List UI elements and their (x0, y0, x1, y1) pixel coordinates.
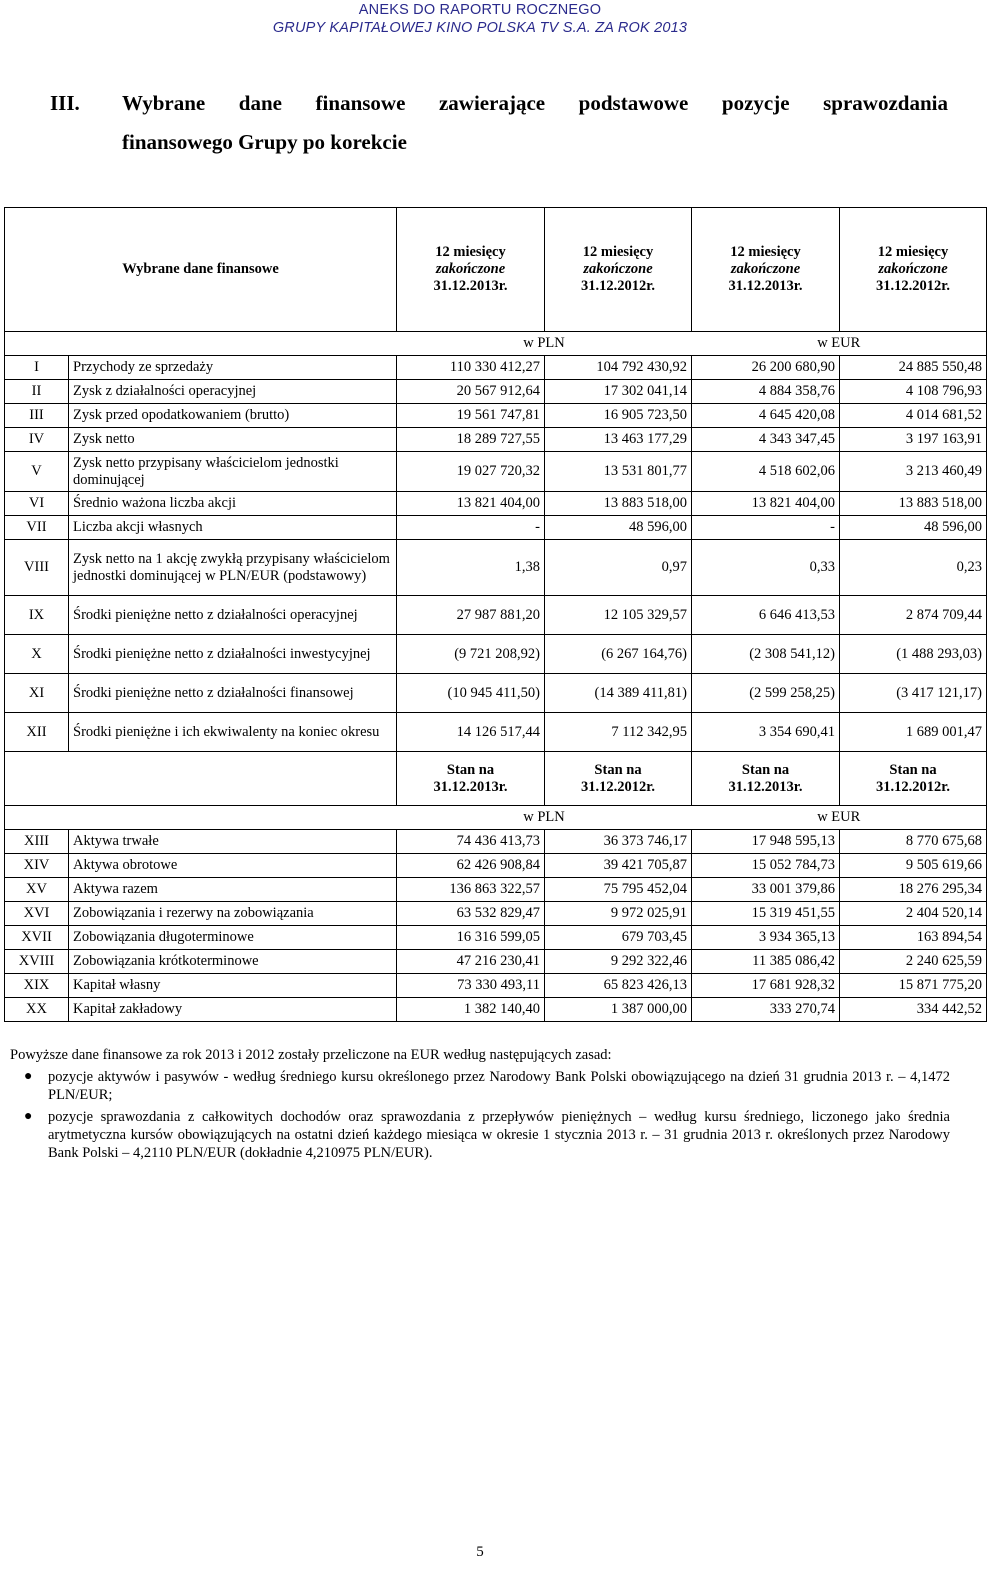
row-label: Zobowiązania długoterminowe (69, 926, 397, 950)
page-number: 5 (476, 1544, 484, 1560)
row-label: Kapitał własny (69, 974, 397, 998)
value-cell: 104 792 430,92 (545, 356, 692, 380)
table-row (5, 596, 987, 635)
period-header (545, 208, 692, 332)
table-row (5, 356, 987, 380)
notes-intro: Powyższe dane finansowe za rok 2013 i 2012 zostały przeliczone na EUR według następujących zasad: (10, 1047, 612, 1063)
value-cell: (9 721 208,92) (397, 635, 545, 674)
value-cell: 8 770 675,68 (840, 830, 987, 854)
table-row (5, 492, 987, 516)
value-cell: 3 197 163,91 (840, 428, 987, 452)
value-cell: 0,23 (840, 540, 987, 596)
value-cell: 163 894,54 (840, 926, 987, 950)
period-header-l2: zakończone (583, 261, 653, 277)
table-row (5, 878, 987, 902)
value-cell: 33 001 379,86 (692, 878, 840, 902)
row-label: Środki pieniężne netto z działalności inwestycyjnej (69, 635, 397, 674)
conversion-notes (10, 1046, 950, 1166)
value-cell: 9 972 025,91 (545, 902, 692, 926)
value-cell: (3 417 121,17) (840, 674, 987, 713)
value-cell: 1 382 140,40 (397, 998, 545, 1022)
financial-data-table (4, 207, 987, 1022)
note-item (10, 1108, 950, 1162)
value-cell: (2 599 258,25) (692, 674, 840, 713)
value-cell: (2 308 541,12) (692, 635, 840, 674)
value-cell: 16 316 599,05 (397, 926, 545, 950)
value-cell: 333 270,74 (692, 998, 840, 1022)
value-cell: 3 934 365,13 (692, 926, 840, 950)
row-label: Aktywa razem (69, 878, 397, 902)
period-header (840, 208, 987, 332)
value-cell: 4 645 420,08 (692, 404, 840, 428)
value-cell: 13 883 518,00 (840, 492, 987, 516)
table-row (5, 516, 987, 540)
value-cell: 17 302 041,14 (545, 380, 692, 404)
table-row (5, 998, 987, 1022)
value-cell: 63 532 829,47 (397, 902, 545, 926)
balance-date-l2: 31.12.2012r. (876, 778, 950, 795)
unit-eur: w EUR (692, 332, 987, 356)
value-cell: 2 404 520,14 (840, 902, 987, 926)
table-row (5, 540, 987, 596)
value-cell: 136 863 322,57 (397, 878, 545, 902)
row-number: I (5, 356, 69, 380)
row-label: Zysk netto (69, 428, 397, 452)
value-cell: 4 108 796,93 (840, 380, 987, 404)
value-cell: 20 567 912,64 (397, 380, 545, 404)
value-cell: 1,38 (397, 540, 545, 596)
value-cell: 3 213 460,49 (840, 452, 987, 492)
period-header-l1: 12 miesięcy (435, 244, 506, 260)
value-cell: 26 200 680,90 (692, 356, 840, 380)
row-label: Zobowiązania krótkoterminowe (69, 950, 397, 974)
table-row (5, 830, 987, 854)
row-number: II (5, 380, 69, 404)
value-cell: 13 463 177,29 (545, 428, 692, 452)
value-cell: 16 905 723,50 (545, 404, 692, 428)
header-row (5, 208, 987, 332)
value-cell: (6 267 164,76) (545, 635, 692, 674)
value-cell: 6 646 413,53 (692, 596, 840, 635)
row-number: XIV (5, 854, 69, 878)
value-cell: 15 319 451,55 (692, 902, 840, 926)
value-cell: 9 292 322,46 (545, 950, 692, 974)
unit-row (5, 806, 987, 830)
row-number: III (5, 404, 69, 428)
value-cell: 1 387 000,00 (545, 998, 692, 1022)
unit-pln: w PLN (397, 332, 692, 356)
note-text: pozycje aktywów i pasywów - według średniego kursu określonego przez Narodowy Bank Polski obowiązującego na dzień 31 grudnia 2013 r. – 4,1472 PLN/EUR; (48, 1069, 950, 1103)
value-cell: - (397, 516, 545, 540)
row-label: Aktywa trwałe (69, 830, 397, 854)
value-cell: 2 874 709,44 (840, 596, 987, 635)
value-cell: 13 531 801,77 (545, 452, 692, 492)
unit-eur: w EUR (692, 806, 987, 830)
value-cell: 14 126 517,44 (397, 713, 545, 752)
section-number: III. (50, 91, 80, 115)
row-label: Kapitał zakładowy (69, 998, 397, 1022)
row-number: XVI (5, 902, 69, 926)
value-cell: 18 289 727,55 (397, 428, 545, 452)
table-row (5, 635, 987, 674)
period-header (397, 208, 545, 332)
row-number: IX (5, 596, 69, 635)
value-cell: 39 421 705,87 (545, 854, 692, 878)
balance-date-header (840, 752, 987, 806)
value-cell: 73 330 493,11 (397, 974, 545, 998)
value-cell: 48 596,00 (545, 516, 692, 540)
period-header-l3: 31.12.2013r. (728, 278, 803, 294)
value-cell: 4 014 681,52 (840, 404, 987, 428)
value-cell: 12 105 329,57 (545, 596, 692, 635)
balance-date-header (397, 752, 545, 806)
row-label: Zysk netto na 1 akcję zwykłą przypisany właścicielom jednostki dominującej w PLN/EUR (podstawowy) (69, 540, 397, 596)
value-cell: 24 885 550,48 (840, 356, 987, 380)
balance-date-l1: Stan na (594, 761, 642, 778)
value-cell: 74 436 413,73 (397, 830, 545, 854)
report-header-line2: GRUPY KAPITAŁOWEJ KINO POLSKA TV S.A. ZA ROK 2013 (272, 20, 688, 36)
row-label: Środki pieniężne netto z działalności finansowej (69, 674, 397, 713)
period-header-l3: 31.12.2012r. (876, 278, 950, 294)
value-cell: 75 795 452,04 (545, 878, 692, 902)
value-cell: 17 681 928,32 (692, 974, 840, 998)
section-title-line2: finansowego Grupy po korekcie (122, 130, 407, 154)
value-cell: 19 027 720,32 (397, 452, 545, 492)
unit-pln: w PLN (397, 806, 692, 830)
row-label: Zysk przed opodatkowaniem (brutto) (69, 404, 397, 428)
row-number: X (5, 635, 69, 674)
value-cell: 7 112 342,95 (545, 713, 692, 752)
value-cell: (14 389 411,81) (545, 674, 692, 713)
value-cell: 13 821 404,00 (397, 492, 545, 516)
row-label: Środki pieniężne netto z działalności operacyjnej (69, 596, 397, 635)
balance-date-header (692, 752, 840, 806)
balance-date-l1: Stan na (889, 761, 937, 778)
row-number: XVIII (5, 950, 69, 974)
balance-date-l1: Stan na (741, 761, 790, 778)
row-number: VI (5, 492, 69, 516)
value-cell: 0,97 (545, 540, 692, 596)
row-label: Zobowiązania i rezerwy na zobowiązania (69, 902, 397, 926)
row-number: XIII (5, 830, 69, 854)
value-cell: 13 821 404,00 (692, 492, 840, 516)
balance-date-l2: 31.12.2013r. (728, 778, 803, 795)
row-number: XVII (5, 926, 69, 950)
value-cell: 1 689 001,47 (840, 713, 987, 752)
value-cell: 2 240 625,59 (840, 950, 987, 974)
row-label: Liczba akcji własnych (69, 516, 397, 540)
notes-list (10, 1068, 950, 1162)
value-cell: 48 596,00 (840, 516, 987, 540)
balance-date-header (545, 752, 692, 806)
value-cell: 15 871 775,20 (840, 974, 987, 998)
period-header-l3: 31.12.2013r. (433, 278, 508, 294)
row-number: XX (5, 998, 69, 1022)
value-cell: 62 426 908,84 (397, 854, 545, 878)
value-cell: 334 442,52 (840, 998, 987, 1022)
value-cell: 110 330 412,27 (397, 356, 545, 380)
table-row (5, 380, 987, 404)
value-cell: 36 373 746,17 (545, 830, 692, 854)
note-text: pozycje sprawozdania z całkowitych dochodów oraz sprawozdania z przepływów pieniężnych – według kursu średniego, liczonego jako średnia arytmetyczna kursów obowiązujących na ostatni dzień każdego miesiąca w okresie 1 stycznia 2013 r. – 31 grudnia 2013 r. określonych przez Narodowy Bank Polski – 4,2110 PLN/EUR (dokładnie 4,210975 PLN/EUR). (48, 1109, 950, 1161)
row-number: IV (5, 428, 69, 452)
row-number: XII (5, 713, 69, 752)
row-label: Zysk z działalności operacyjnej (69, 380, 397, 404)
value-cell: 4 343 347,45 (692, 428, 840, 452)
table-row (5, 902, 987, 926)
row-label: Przychody ze sprzedaży (69, 356, 397, 380)
period-header-l3: 31.12.2012r. (581, 278, 655, 294)
value-cell: 17 948 595,13 (692, 830, 840, 854)
table-row (5, 926, 987, 950)
corner-label: Wybrane dane finansowe (5, 208, 397, 332)
value-cell: 15 052 784,73 (692, 854, 840, 878)
value-cell: 18 276 295,34 (840, 878, 987, 902)
period-header-l1: 12 miesięcy (877, 244, 949, 260)
table-row (5, 974, 987, 998)
row-label: Średnio ważona liczba akcji (69, 492, 397, 516)
table-row (5, 452, 987, 492)
table-row (5, 674, 987, 713)
value-cell: 11 385 086,42 (692, 950, 840, 974)
balance-date-l2: 31.12.2012r. (581, 778, 655, 795)
balance-date-l2: 31.12.2013r. (433, 778, 508, 795)
report-header-line1: ANEKS DO RAPORTU ROCZNEGO (358, 2, 602, 18)
value-cell: 0,33 (692, 540, 840, 596)
row-number: XI (5, 674, 69, 713)
period-header-l2: zakończone (435, 261, 506, 277)
value-cell: (10 945 411,50) (397, 674, 545, 713)
table-row (5, 428, 987, 452)
period-header-l2: zakończone (730, 261, 801, 277)
row-label: Aktywa obrotowe (69, 854, 397, 878)
value-cell: 3 354 690,41 (692, 713, 840, 752)
value-cell: 47 216 230,41 (397, 950, 545, 974)
value-cell: 679 703,45 (545, 926, 692, 950)
period-header-l1: 12 miesięcy (582, 244, 654, 260)
value-cell: 27 987 881,20 (397, 596, 545, 635)
row-number: XV (5, 878, 69, 902)
balance-date-l1: Stan na (446, 761, 495, 778)
table-row (5, 854, 987, 878)
period-header (692, 208, 840, 332)
row-number: XIX (5, 974, 69, 998)
value-cell: 19 561 747,81 (397, 404, 545, 428)
bullet-icon: ● (24, 1109, 33, 1124)
row-number: V (5, 452, 69, 492)
period-header-l1: 12 miesięcy (730, 244, 801, 260)
row-number: VII (5, 516, 69, 540)
value-cell: 4 884 358,76 (692, 380, 840, 404)
period-header-l2: zakończone (878, 261, 948, 277)
table-row (5, 713, 987, 752)
unit-row (5, 332, 987, 356)
value-cell: 9 505 619,66 (840, 854, 987, 878)
note-item (10, 1068, 950, 1104)
value-cell: 65 823 426,13 (545, 974, 692, 998)
row-label: Zysk netto przypisany właścicielom jednostki dominującej (69, 452, 397, 492)
value-cell: 4 518 602,06 (692, 452, 840, 492)
section-title-line1: Wybrane dane finansowe zawierające podstawowe pozycje sprawozdania (122, 91, 948, 115)
bullet-icon: ● (24, 1069, 33, 1084)
value-cell: 13 883 518,00 (545, 492, 692, 516)
row-number: VIII (5, 540, 69, 596)
table-row (5, 950, 987, 974)
table-row (5, 404, 987, 428)
value-cell: - (692, 516, 840, 540)
value-cell: (1 488 293,03) (840, 635, 987, 674)
row-label: Środki pieniężne i ich ekwiwalenty na koniec okresu (69, 713, 397, 752)
balance-header-row (5, 752, 987, 806)
